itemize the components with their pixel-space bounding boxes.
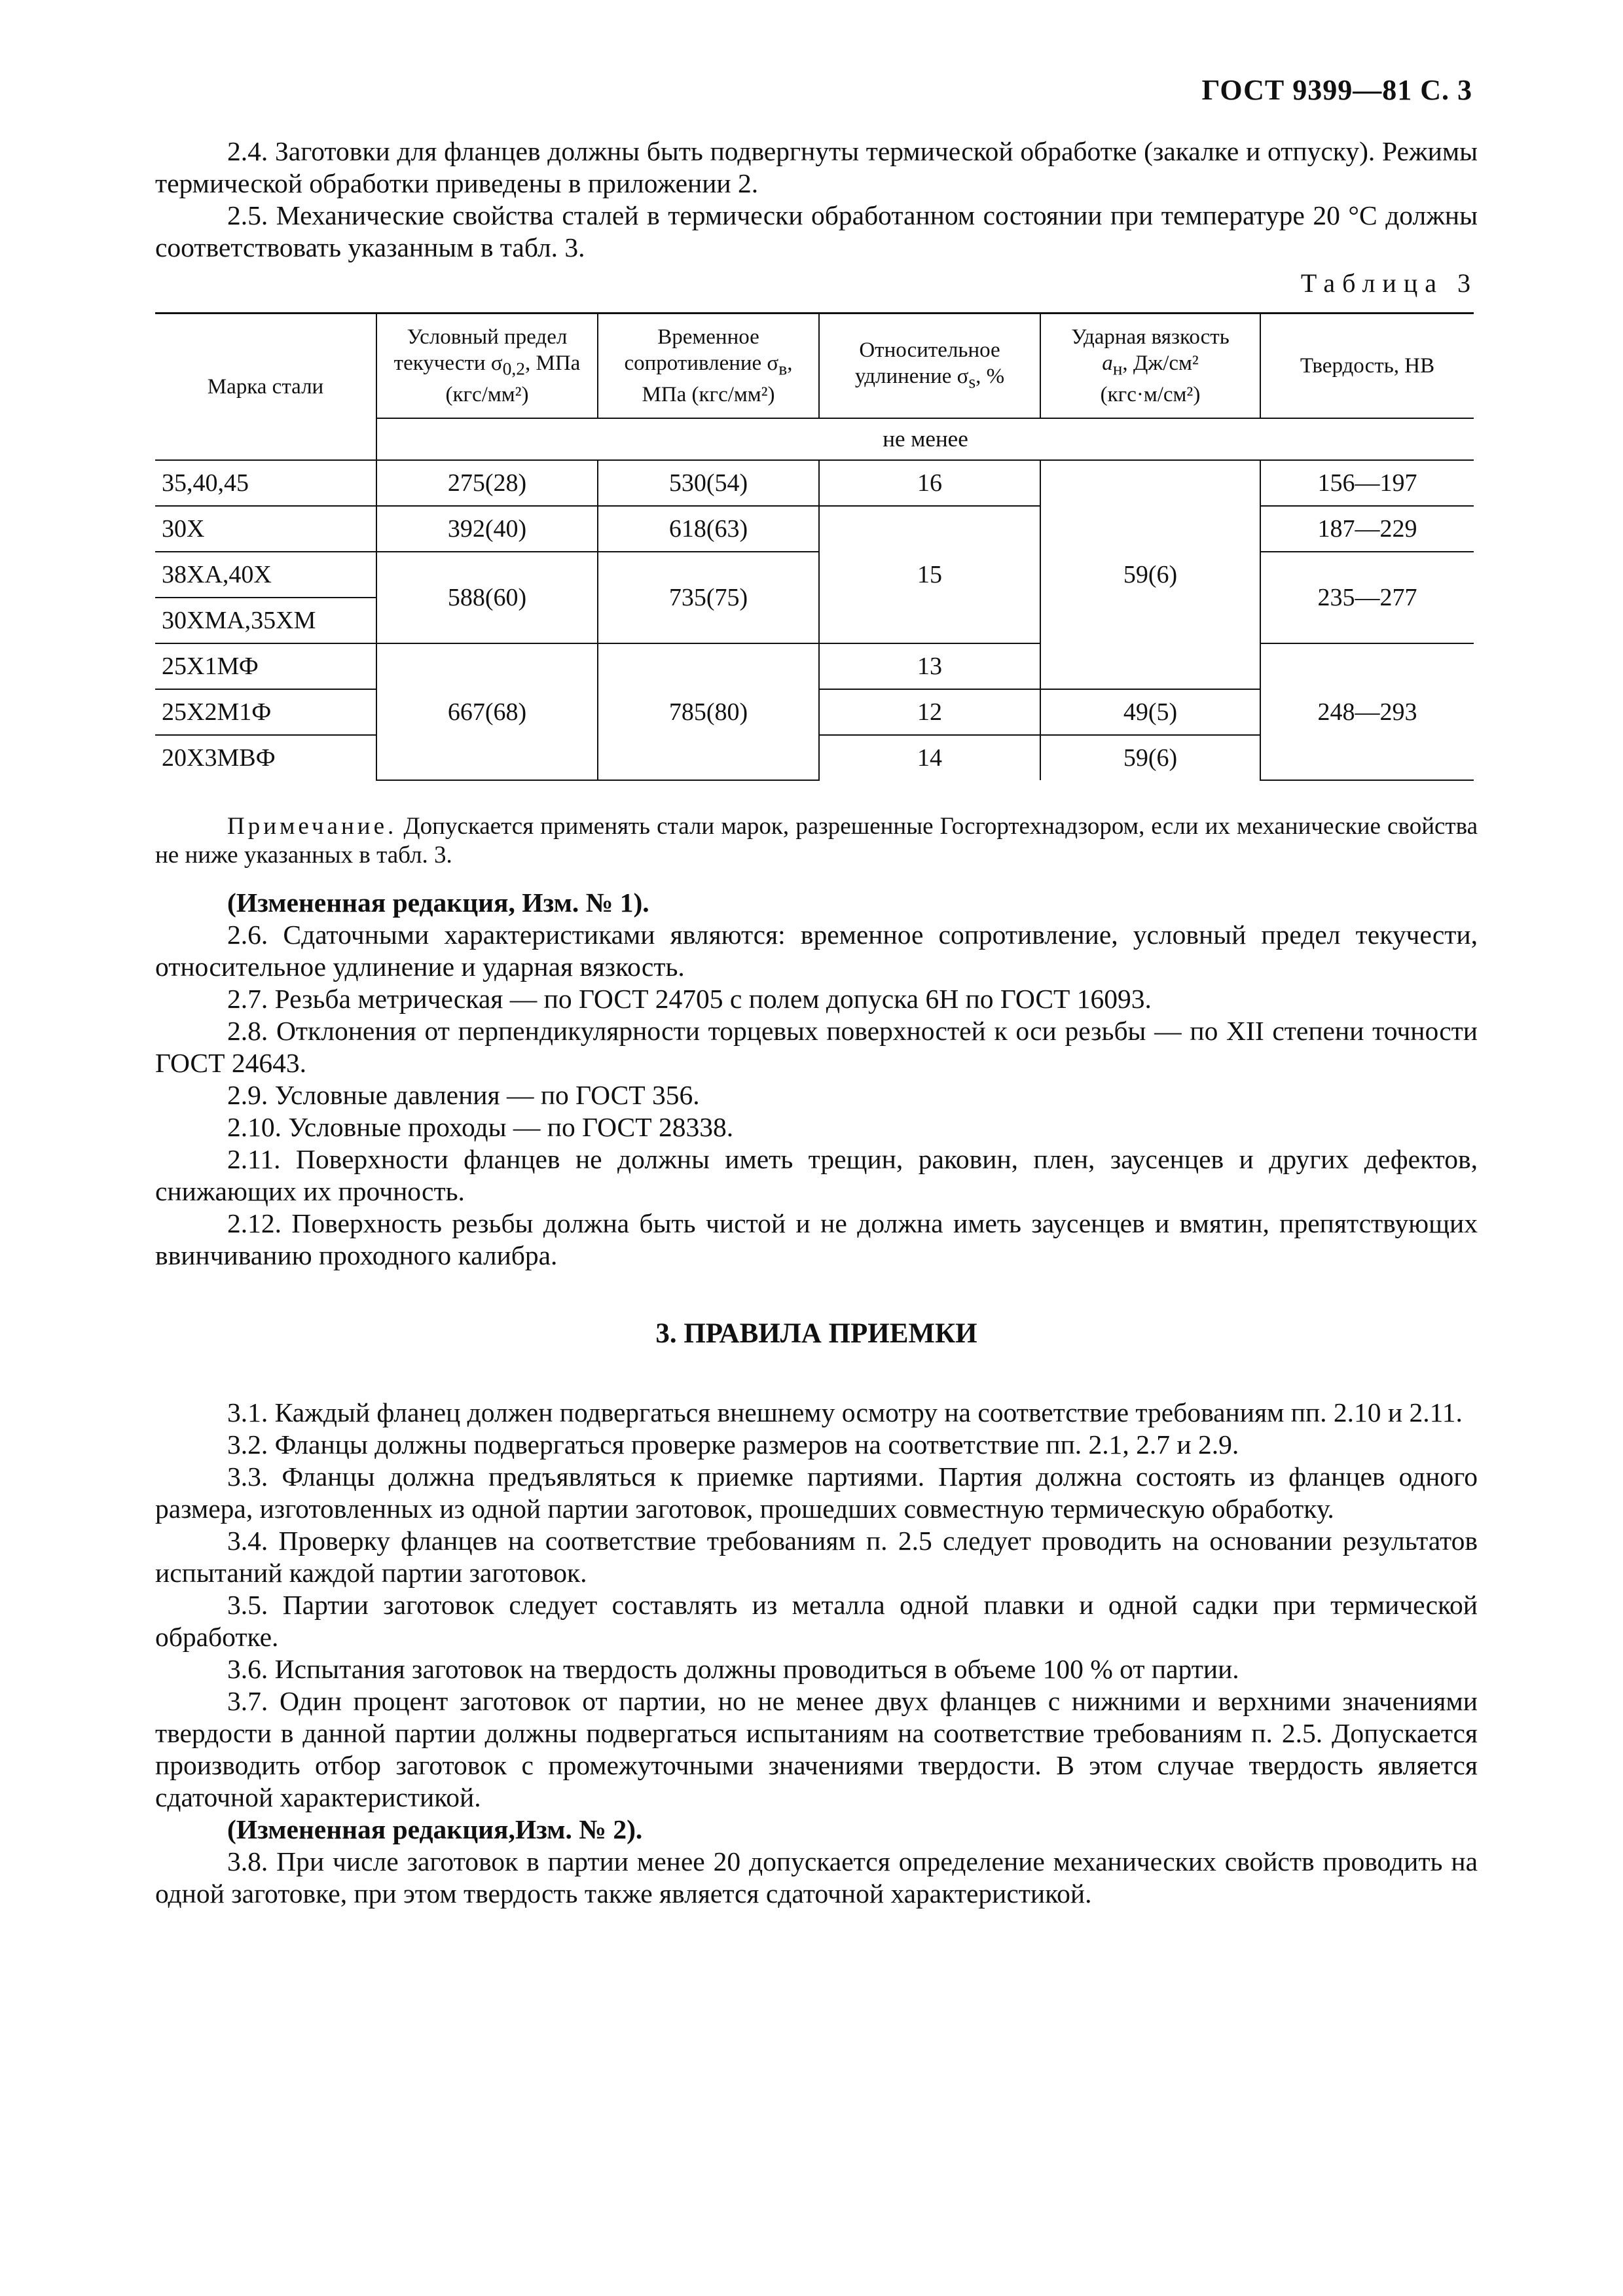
tensile-cell: 735(75) <box>598 552 819 643</box>
table-header-row <box>155 314 1474 419</box>
elongation-cell: 12 <box>819 689 1040 735</box>
steel-properties-table <box>155 312 1474 781</box>
min-label: не менее <box>376 418 1474 460</box>
paragraph-2-8: 2.8. Отклонения от перпендикулярности торцевых поверхностей к оси резьбы — по XII степени точности ГОСТ 24643. <box>155 1016 1478 1078</box>
elongation-cell: 15 <box>819 506 1040 643</box>
hardness-cell: 235—277 <box>1260 552 1474 643</box>
revision-note-1: (Измененная редакция, Изм. № 1). <box>227 888 649 918</box>
grade-cell: 25Х1МФ <box>155 643 376 689</box>
tensile-cell: 785(80) <box>598 643 819 780</box>
tensile-cell: 530(54) <box>598 460 819 506</box>
grade-cell: 35,40,45 <box>155 460 376 506</box>
header-elongation: Относительное удлинение $\sigma_s$, % <box>819 314 1040 419</box>
note-text: Допускается применять стали марок, разрешенные Госгортехнадзором, если их механические свойства не ниже указанных в табл. 3. <box>155 813 1478 869</box>
table-caption: Таблица 3 <box>1300 268 1478 298</box>
paragraph-2-7: 2.7. Резьба метрическая — по ГОСТ 24705 с полем допуска 6Н по ГОСТ 16093. <box>227 984 1152 1014</box>
yield-cell: 588(60) <box>376 552 598 643</box>
paragraph-3-6: 3.6. Испытания заготовок на твердость должны проводиться в объеме 100 % от партии. <box>227 1654 1239 1684</box>
paragraph-3-1: 3.1. Каждый фланец должен подвергаться внешнему осмотру на соответствие требованиям пп. 2.10 и 2.11. <box>227 1397 1463 1427</box>
tensile-cell: 618(63) <box>598 506 819 552</box>
impact-cell: 59(6) <box>1040 460 1260 689</box>
grade-cell: 38ХА,40Х <box>155 552 376 598</box>
grade-cell: 20Х3МВФ <box>155 735 376 780</box>
elongation-cell: 14 <box>819 735 1040 780</box>
paragraph-3-8: 3.8. При числе заготовок в партии менее 20 допускается определение механических свойств проводить на одной заготовке, при этом твердость также является сдаточной характеристикой. <box>155 1846 1478 1909</box>
paragraph-3-3: 3.3. Фланцы должна предъявляться к приемке партиями. Партия должна состоять из фланцев одного размера, изготовленных из одной партии заготовок, прошедших совместную термическую обработку. <box>155 1462 1478 1524</box>
table-row <box>155 506 1474 552</box>
hardness-cell: 156—197 <box>1260 460 1474 506</box>
table-note <box>155 812 1478 870</box>
header-hardness: Твердость, НВ <box>1260 314 1474 419</box>
hardness-cell: 248—293 <box>1260 643 1474 780</box>
document-body <box>155 135 1478 1910</box>
paragraph-2-5: 2.5. Механические свойства сталей в термически обработанном состоянии при температуре 20 °С должны соответствовать указанным в табл. 3. <box>155 200 1478 262</box>
section-title: 3. ПРАВИЛА ПРИЕМКИ <box>655 1318 977 1349</box>
grade-cell: 25Х2М1Ф <box>155 689 376 735</box>
paragraph-2-4: 2.4. Заготовки для фланцев должны быть подвергнуты термической обработке (закалке и отпуску). Режимы термической обработки приведены в приложении 2. <box>155 136 1478 198</box>
yield-cell: 392(40) <box>376 506 598 552</box>
yield-cell: 667(68) <box>376 643 598 780</box>
header-yield: Условный предел текучести $\sigma_{0,2}$, МПа (кгс/мм²) <box>376 314 598 419</box>
table-row <box>155 643 1474 689</box>
paragraph-3-5: 3.5. Партии заготовок следует составлять из металла одной плавки и одной садки при термической обработке. <box>155 1590 1478 1652</box>
header-impact: Ударная вязкость $a_н$, Дж/см² (кгс·м/см²) <box>1040 314 1260 419</box>
page-header-code: ГОСТ 9399—81 С. 3 <box>1201 74 1472 106</box>
paragraph-2-6: 2.6. Сдаточными характеристиками являются: временное сопротивление, условный предел текучести, относительное удлинение и ударная вязкость. <box>155 920 1478 982</box>
paragraph-3-2: 3.2. Фланцы должны подвергаться проверке размеров на соответствие пп. 2.1, 2.7 и 2.9. <box>227 1429 1239 1460</box>
note-label: Примечание. <box>227 813 397 840</box>
elongation-cell: 16 <box>819 460 1040 506</box>
paragraph-2-11: 2.11. Поверхности фланцев не должны иметь трещин, раковин, плен, заусенцев и других дефектов, снижающих их прочность. <box>155 1144 1478 1206</box>
revision-note-2: (Измененная редакция,Изм. № 2). <box>227 1814 643 1844</box>
paragraph-2-10: 2.10. Условные проходы — по ГОСТ 28338. <box>227 1112 734 1142</box>
table-row <box>155 552 1474 598</box>
paragraph-2-9: 2.9. Условные давления — по ГОСТ 356. <box>227 1080 700 1110</box>
header-grade: Марка стали <box>155 314 376 461</box>
grade-cell: 30Х <box>155 506 376 552</box>
elongation-cell: 13 <box>819 643 1040 689</box>
yield-cell: 275(28) <box>376 460 598 506</box>
impact-cell: 59(6) <box>1040 735 1260 780</box>
paragraph-3-7: 3.7. Один процент заготовок от партии, но не менее двух фланцев с нижними и верхними значениями твердости в данной партии должны подвергаться испытаниям на соответствие требованиям п. 2.5. Допускается производить отбор заготовок с промежуточными значениями твердости. В этом случае твердость является сдаточной характеристикой. <box>155 1686 1478 1812</box>
paragraph-3-4: 3.4. Проверку фланцев на соответствие требованиям п. 2.5 следует проводить на основании результатов испытаний каждой партии заготовок. <box>155 1526 1478 1588</box>
hardness-cell: 187—229 <box>1260 506 1474 552</box>
header-tensile: Временное сопротивление $\sigma_в$, МПа (кгс/мм²) <box>598 314 819 419</box>
table-row <box>155 460 1474 506</box>
grade-cell: 30ХМА,35ХМ <box>155 598 376 643</box>
impact-cell: 49(5) <box>1040 689 1260 735</box>
paragraph-2-12: 2.12. Поверхность резьбы должна быть чистой и не должна иметь заусенцев и вмятин, препятствующих ввинчиванию проходного калибра. <box>155 1208 1478 1270</box>
